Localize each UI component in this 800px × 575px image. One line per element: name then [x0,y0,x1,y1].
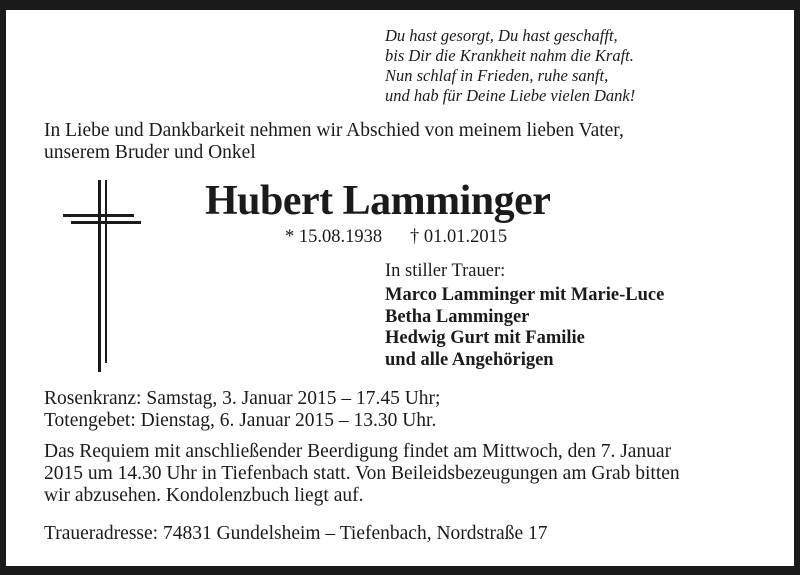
requiem-line: Das Requiem mit anschließender Beerdigung findet am Mittwoch, den 7. Januar [44,441,672,462]
mourner: Betha Lamminger [385,307,530,327]
intro-line: unserem Bruder und Onkel [44,142,256,163]
mourning-label: In stiller Trauer: [385,261,506,281]
intro-line: In Liebe und Dankbarkeit nehmen wir Abschied von meinem lieben Vater, [44,120,624,141]
service-line: Rosenkranz: Samstag, 3. Januar 2015 – 17.45 Uhr; [44,388,441,409]
poem-line: Nun schlaf in Frieden, ruhe sanft, [385,66,609,85]
requiem-line: wir abzusehen. Kondolenzbuch liegt auf. [44,485,364,506]
birth-date: * 15.08.1938 [285,227,383,247]
poem-line: Du hast gesorgt, Du hast geschafft, [385,26,618,45]
mourner: Hedwig Gurt mit Familie [385,328,585,348]
mourner: und alle Angehörigen [385,350,554,370]
death-date: † 01.01.2015 [410,227,508,247]
mourning-address: Traueradresse: 74831 Gundelsheim – Tiefenbach, Nordstraße 17 [44,523,548,544]
mourner: Marco Lamminger mit Marie-Luce [385,285,665,305]
service-line: Totengebet: Dienstag, 6. Januar 2015 – 13.30 Uhr. [44,410,437,431]
deceased-name: Hubert Lamminger [205,178,551,224]
poem-line: bis Dir die Krankheit nahm die Kraft. [385,46,634,65]
poem-line: und hab für Deine Liebe vielen Dank! [385,86,636,105]
requiem-line: 2015 um 14.30 Uhr in Tiefenbach statt. Von Beileidsbezeugungen am Grab bitten [44,463,680,484]
